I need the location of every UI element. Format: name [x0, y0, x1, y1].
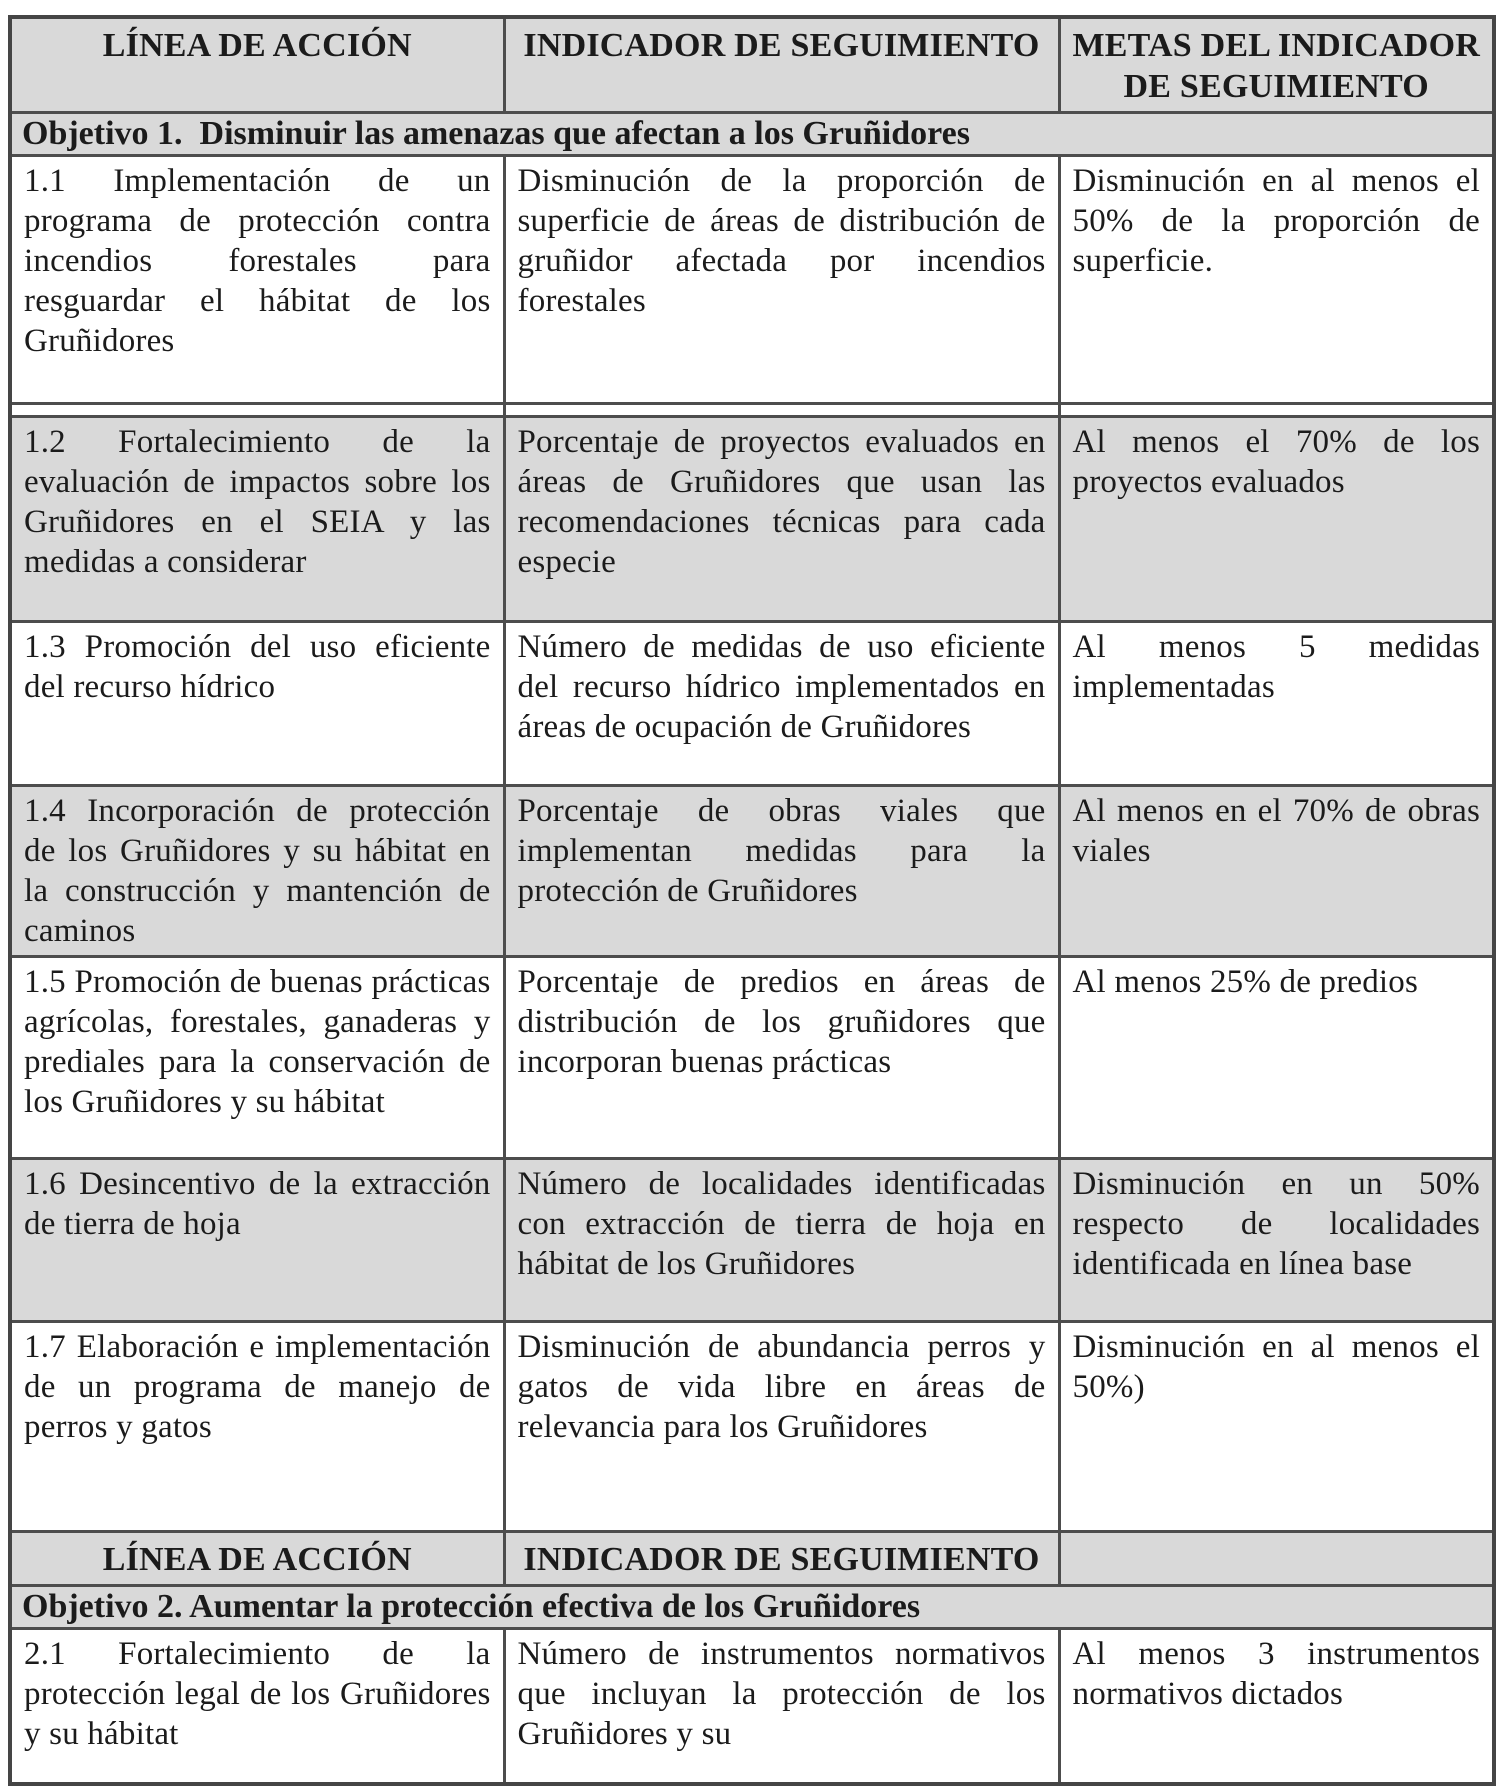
row-1-4-indicator: Porcentaje de obras viales que implementan medidas para la protección de Gruñidores	[504, 786, 1059, 957]
objective-2-title: Objetivo 2. Aumentar la protección efectiva de los Gruñidores	[10, 1586, 1494, 1629]
table-row-2-1	[10, 1629, 1494, 1784]
monitoring-indicators-table	[8, 15, 1496, 1786]
row-1-2-action: 1.2 Fortalecimiento de la evaluación de impactos sobre los Gruñidores en el SEIA y las medidas a considerar	[10, 417, 504, 622]
row-1-2-target: Al menos el 70% de los proyectos evaluados	[1059, 417, 1494, 622]
row-1-3-target: Al menos 5 medidas implementadas	[1059, 622, 1494, 786]
objective-1-title: Objetivo 1. Disminuir las amenazas que afectan a los Gruñidores	[10, 113, 1494, 156]
row-1-5-action: 1.5 Promoción de buenas prácticas agrícolas, forestales, ganaderas y prediales para la conservación de los Gruñidores y su hábitat	[10, 957, 504, 1159]
header-row-2	[10, 1532, 1494, 1586]
col-header-2-indicador-de-seguimiento: INDICADOR DE SEGUIMIENTO	[504, 1532, 1059, 1586]
col-header-2-empty	[1059, 1532, 1494, 1586]
table-row-1-1	[10, 156, 1494, 404]
table-row-1-3	[10, 622, 1494, 786]
row-1-6-target: Disminución en un 50% respecto de localidades identificada en línea base	[1059, 1159, 1494, 1322]
row-1-7-indicator: Disminución de abundancia perros y gatos de vida libre en áreas de relevancia para los Gruñidores	[504, 1322, 1059, 1532]
col-header-2-linea-de-accion: LÍNEA DE ACCIÓN	[10, 1532, 504, 1586]
row-1-4-action: 1.4 Incorporación de protección de los Gruñidores y su hábitat en la construcción y mantención de caminos	[10, 786, 504, 957]
row-1-1-indicator: Disminución de la proporción de superficie de áreas de distribución de gruñidor afectada por incendios forestales	[504, 156, 1059, 404]
row-2-1-indicator: Número de instrumentos normativos que incluyan la protección de los Gruñidores y su	[504, 1629, 1059, 1784]
row-1-3-action: 1.3 Promoción del uso eficiente del recurso hídrico	[10, 622, 504, 786]
spacer-cell	[1059, 404, 1494, 417]
objective-2-row	[10, 1586, 1494, 1629]
col-header-indicador-de-seguimiento: INDICADOR DE SEGUIMIENTO	[504, 17, 1059, 113]
table-row-1-5	[10, 957, 1494, 1159]
spacer-row	[10, 404, 1494, 417]
spacer-cell	[504, 404, 1059, 417]
col-header-linea-de-accion: LÍNEA DE ACCIÓN	[10, 17, 504, 113]
row-1-2-indicator: Porcentaje de proyectos evaluados en áreas de Gruñidores que usan las recomendaciones técnicas para cada especie	[504, 417, 1059, 622]
row-1-3-indicator: Número de medidas de uso eficiente del recurso hídrico implementados en áreas de ocupación de Gruñidores	[504, 622, 1059, 786]
row-1-6-indicator: Número de localidades identificadas con extracción de tierra de hoja en hábitat de los Gruñidores	[504, 1159, 1059, 1322]
row-1-5-target: Al menos 25% de predios	[1059, 957, 1494, 1159]
row-1-6-action: 1.6 Desincentivo de la extracción de tierra de hoja	[10, 1159, 504, 1322]
row-1-7-target: Disminución en al menos el 50%)	[1059, 1322, 1494, 1532]
table-row-1-7	[10, 1322, 1494, 1532]
objective-1-row	[10, 113, 1494, 156]
spacer-cell	[10, 404, 504, 417]
table-row-1-6	[10, 1159, 1494, 1322]
row-1-1-target: Disminución en al menos el 50% de la proporción de superficie.	[1059, 156, 1494, 404]
col-header-metas-del-indicador: METAS DEL INDICADOR DE SEGUIMIENTO	[1059, 17, 1494, 113]
row-1-7-action: 1.7 Elaboración e implementación de un programa de manejo de perros y gatos	[10, 1322, 504, 1532]
table-row-1-4	[10, 786, 1494, 957]
row-2-1-action: 2.1 Fortalecimiento de la protección legal de los Gruñidores y su hábitat	[10, 1629, 504, 1784]
row-1-4-target: Al menos en el 70% de obras viales	[1059, 786, 1494, 957]
row-2-1-target: Al menos 3 instrumentos normativos dictados	[1059, 1629, 1494, 1784]
header-row-1	[10, 17, 1494, 113]
row-1-5-indicator: Porcentaje de predios en áreas de distribución de los gruñidores que incorporan buenas prácticas	[504, 957, 1059, 1159]
row-1-1-action: 1.1 Implementación de un programa de protección contra incendios forestales para resguardar el hábitat de los Gruñidores	[10, 156, 504, 404]
table-row-1-2	[10, 417, 1494, 622]
